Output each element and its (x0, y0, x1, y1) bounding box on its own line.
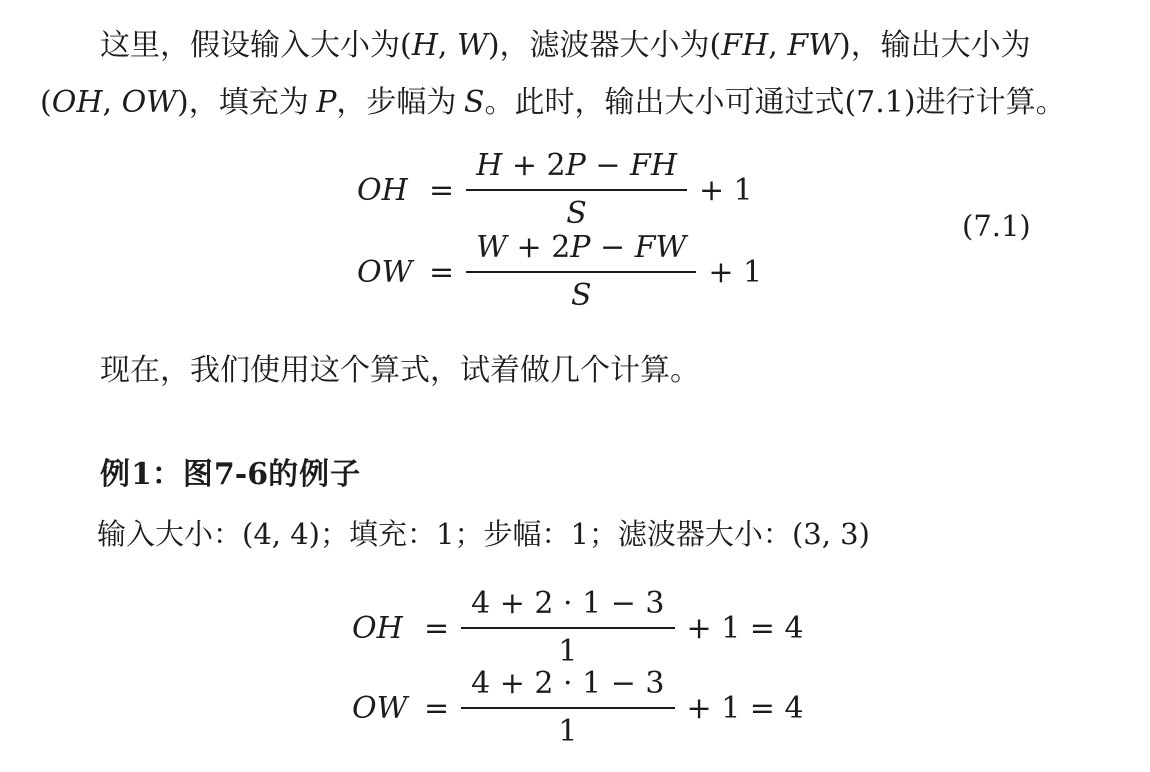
equals-sign: = (429, 254, 455, 290)
fraction (461, 667, 674, 749)
equation-rhs (699, 173, 753, 208)
text-segment: 4 + 2 · 1 − 3 (471, 666, 665, 701)
text-segment: − (590, 230, 635, 265)
denominator (566, 191, 587, 231)
text-segment: 进行计算。 (915, 86, 1066, 119)
text-segment: 7-6 (213, 457, 269, 492)
text-segment: OH (51, 85, 103, 120)
fraction (466, 231, 696, 313)
text-segment: OW (352, 690, 408, 726)
text-segment: ) (487, 28, 500, 63)
fraction (466, 149, 687, 231)
equation-lhs (352, 611, 412, 646)
text-segment: OH (357, 172, 408, 208)
text-segment: + 2 (506, 230, 571, 265)
example1-calc-block (352, 588, 804, 748)
text-segment: P (565, 148, 586, 183)
text-segment: ( (709, 28, 722, 63)
text-segment: 4 + 2 · 1 − 3 (471, 586, 665, 621)
text-segment: OH (352, 610, 403, 646)
intro-line-2 (40, 74, 1110, 131)
text-segment: , (768, 28, 788, 63)
text-segment: (7.1) (844, 85, 916, 120)
text-segment: H (411, 28, 438, 63)
text-segment: H (476, 148, 503, 183)
text-segment: 图 (182, 458, 214, 491)
text-segment: 1 (436, 517, 455, 551)
text-segment: FW (787, 28, 839, 63)
equation-rhs (708, 255, 762, 290)
text-segment: 的例子 (268, 458, 362, 491)
text-segment: ；填充： (319, 519, 436, 551)
text-segment: P (316, 85, 337, 120)
equals-sign: = (429, 172, 455, 208)
transition-paragraph (100, 354, 700, 388)
text-segment: + 1 = 4 (686, 690, 804, 726)
text-segment: FW (634, 230, 687, 265)
calc-row-ow (352, 668, 804, 748)
equals-sign: = (424, 690, 450, 726)
text-segment: , (437, 28, 457, 63)
numerator (466, 149, 687, 191)
equation-lhs (357, 255, 417, 290)
equation-lhs (357, 173, 417, 208)
text-segment: 输入大小： (97, 519, 243, 551)
text-segment: 1 (558, 714, 578, 749)
equation-row-oh (357, 150, 762, 230)
text-segment: ，填充为 (188, 86, 317, 119)
text-segment: + 1 = 4 (686, 610, 804, 646)
example1-heading (100, 458, 361, 492)
text-segment: ( (400, 28, 412, 63)
text-segment: OW (121, 85, 177, 120)
fraction (461, 587, 674, 669)
text-segment: + 1 (699, 172, 753, 208)
denominator (558, 629, 577, 669)
example1-params (97, 516, 870, 553)
text-segment: ，步幅为 (336, 86, 464, 119)
equation-number: (7.1) (962, 209, 1031, 243)
denominator (558, 709, 577, 749)
equals-sign: = (424, 610, 450, 646)
text-segment: − (585, 148, 631, 183)
text-segment: 现在，我们使用这个算式，试着做几个计算。 (100, 354, 700, 387)
text-segment: FH (721, 28, 769, 63)
text-segment: 1 (570, 517, 589, 551)
text-segment: S (566, 196, 587, 231)
numerator (461, 667, 674, 709)
numerator (461, 587, 674, 629)
equation-rhs (687, 691, 804, 726)
equation-rhs (687, 611, 804, 646)
calc-row-oh (352, 588, 804, 668)
intro-line-1 (40, 17, 1110, 74)
text-segment: S (570, 278, 592, 313)
intro-paragraph (40, 17, 1110, 131)
text-segment: , (102, 85, 122, 120)
text-segment: ；步幅： (454, 519, 571, 551)
text-segment: ，输出大小为 (850, 29, 1031, 62)
text-segment: OW (357, 254, 413, 290)
text-segment: 。此时，输出大小可通过式 (484, 86, 845, 119)
text-segment: ) (838, 28, 851, 63)
text-segment: 1 (131, 457, 152, 492)
text-segment: S (463, 85, 485, 120)
formula-block-7-1 (357, 150, 762, 312)
text-segment: ： (151, 458, 183, 491)
text-segment: P (570, 230, 591, 265)
text-segment: ) (177, 85, 189, 120)
text-segment: FH (630, 148, 677, 183)
numerator (466, 231, 696, 273)
text-segment: + 1 (708, 254, 763, 290)
text-segment: ( (40, 85, 52, 120)
text-segment: (4, 4) (242, 517, 320, 551)
equation-row-ow (357, 232, 762, 312)
text-segment: + 2 (502, 148, 566, 183)
denominator (571, 273, 592, 313)
equation-lhs (352, 691, 412, 726)
text-segment: ；滤波器大小： (588, 519, 792, 551)
text-segment: (3, 3) (791, 517, 870, 551)
text-segment: W (456, 28, 488, 63)
text-segment: 这里，假设输入大小为 (100, 29, 400, 62)
text-segment: W (476, 230, 507, 265)
text-segment: 例 (100, 458, 131, 491)
text-segment: 1 (558, 634, 578, 669)
text-segment: ，滤波器大小为 (499, 29, 710, 62)
